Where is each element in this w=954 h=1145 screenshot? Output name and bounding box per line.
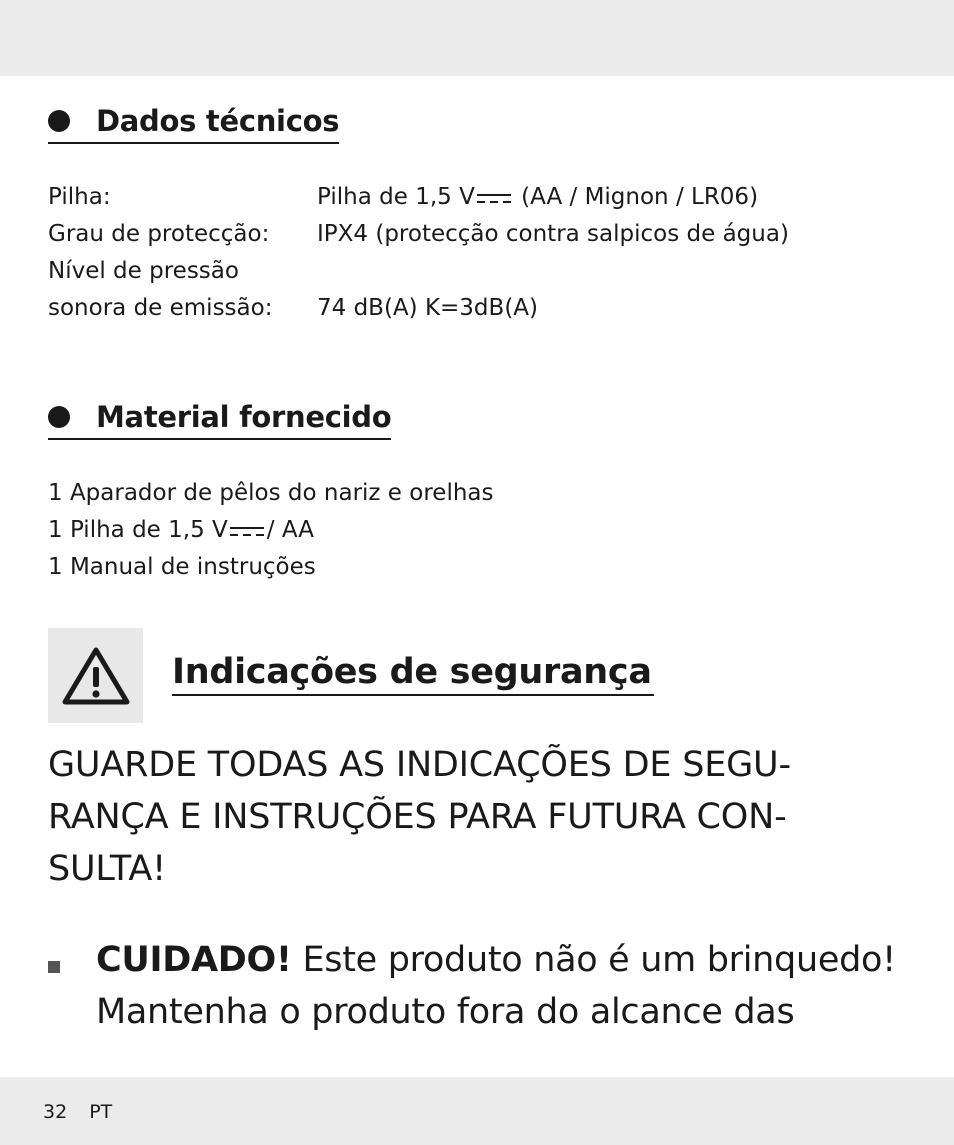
page-number: 32 (43, 1101, 68, 1123)
square-bullet-icon (48, 961, 60, 973)
round-bullet-icon (48, 406, 70, 428)
list-item-manual: 1 Manual de instruções (48, 554, 316, 580)
spec-label-protection: Grau de protecção: (48, 221, 270, 247)
spec-label-sound-line2: sonora de emissão: (48, 295, 273, 321)
section-heading-supplied-material (48, 396, 391, 440)
spec-label-battery: Pilha: (48, 184, 111, 210)
list-item-battery-post: / AA (266, 517, 314, 543)
section-title: Material fornecido (96, 400, 392, 434)
keep-instructions-line-2: RANÇA E INSTRUÇÕES PARA FUTURA CON- (48, 797, 787, 837)
caution-line-1 (96, 934, 896, 986)
caution-line-2: Mantenha o produto fora do alcance das (96, 992, 795, 1032)
spec-value-battery-post: (AA / Mignon / LR06) (513, 184, 759, 210)
spec-value-protection: IPX4 (protecção contra salpicos de água) (317, 221, 789, 247)
caution-text: Este produto não é um brinquedo! (291, 940, 896, 980)
round-bullet-icon (48, 110, 70, 132)
section-heading-technical-data (48, 100, 339, 144)
section-title: Dados técnicos (96, 104, 340, 138)
caution-label: CUIDADO! (96, 940, 292, 980)
direct-current-icon (477, 192, 511, 204)
spec-label-sound-line1: Nível de pressão (48, 258, 239, 284)
direct-current-icon (230, 525, 264, 537)
top-margin-band (0, 0, 954, 76)
page-footer (43, 1100, 112, 1124)
list-item-battery-pre: 1 Pilha de 1,5 V (48, 517, 228, 543)
keep-instructions-line-1: GUARDE TODAS AS INDICAÇÕES DE SEGU- (48, 745, 791, 785)
list-item-battery (48, 516, 314, 544)
list-item-trimmer: 1 Aparador de pêlos do nariz e orelhas (48, 480, 494, 506)
warning-icon-box (48, 628, 143, 723)
footer-band (0, 1077, 954, 1145)
keep-instructions-line-3: SULTA! (48, 849, 166, 889)
safety-heading: Indicações de segurança (172, 650, 654, 696)
spec-value-battery (317, 183, 758, 211)
spec-value-battery-pre: Pilha de 1,5 V (317, 184, 475, 210)
language-code: PT (89, 1101, 113, 1123)
warning-triangle-icon (61, 645, 131, 707)
spec-value-sound: 74 dB(A) K=3dB(A) (317, 295, 538, 321)
